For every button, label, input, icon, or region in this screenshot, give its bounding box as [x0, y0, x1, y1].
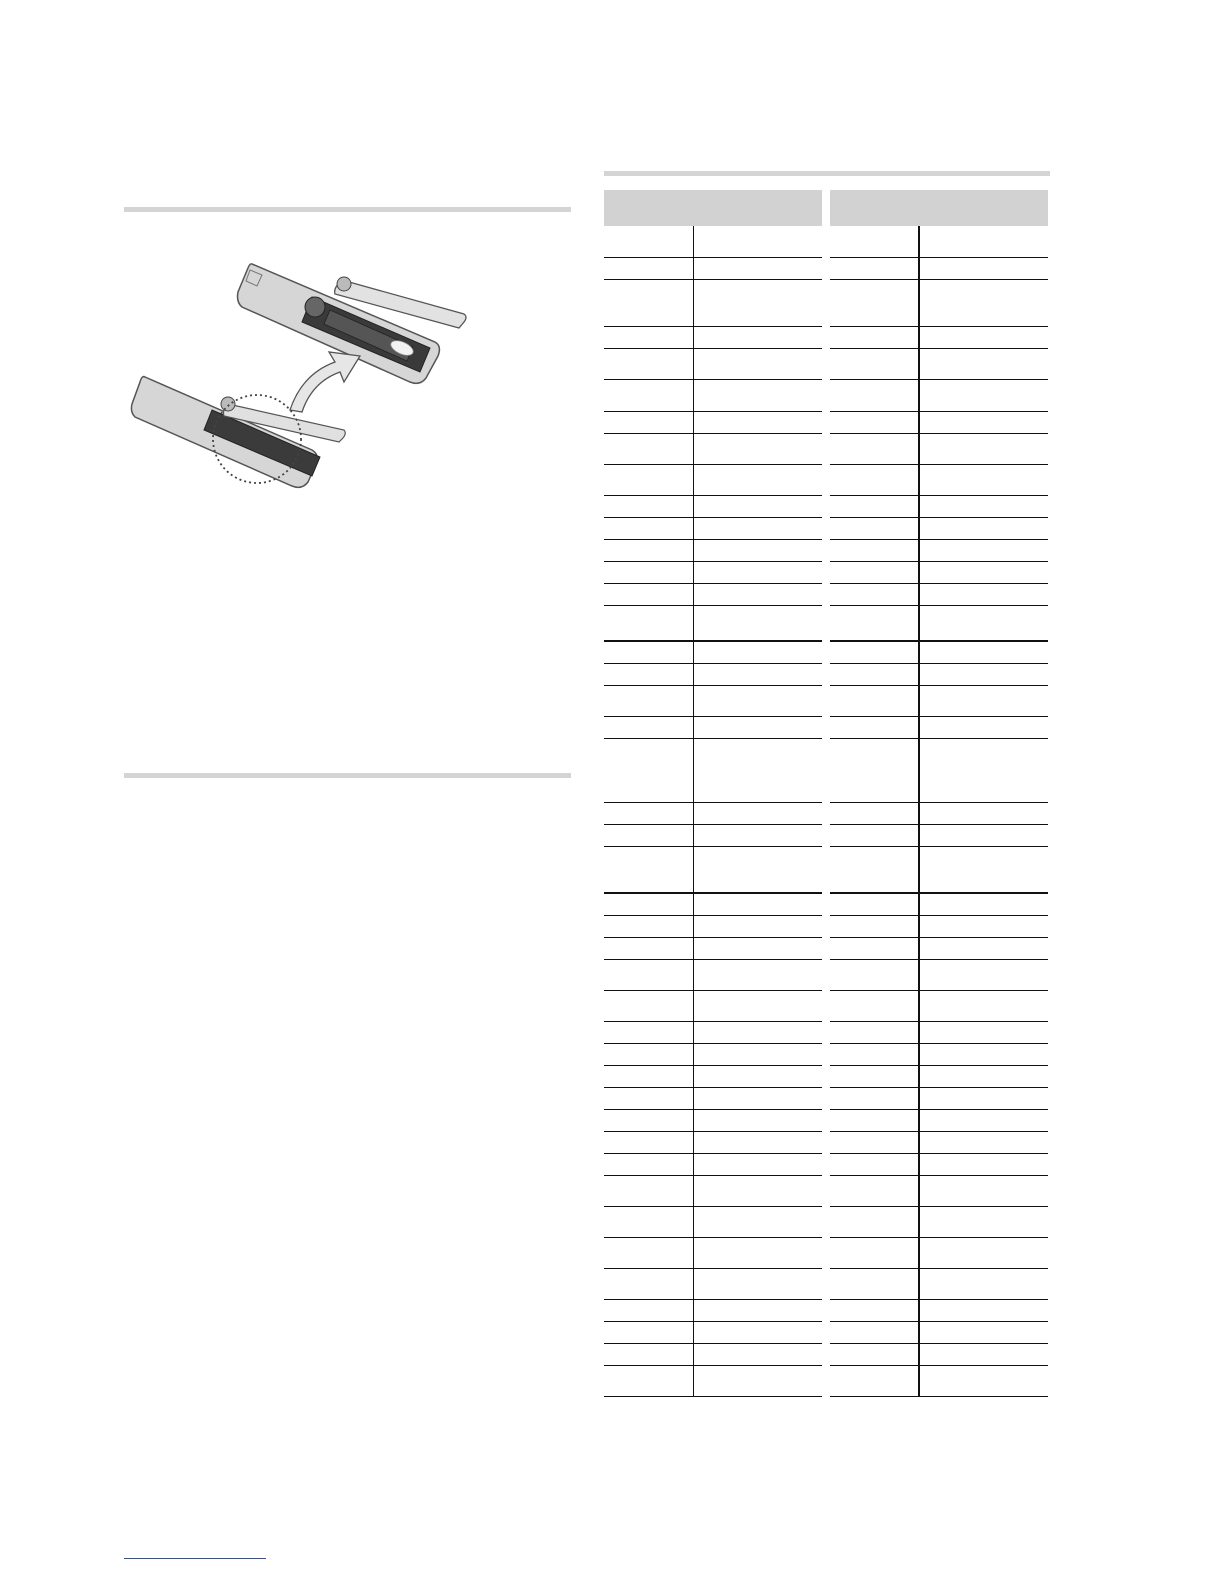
table-cell [693, 517, 822, 539]
table-cell [604, 1175, 693, 1206]
table-cell [604, 226, 693, 257]
table-section-divider [604, 171, 1050, 176]
table-cell [919, 1206, 1048, 1237]
table-row [830, 846, 1048, 893]
table-row [830, 893, 1048, 915]
table-cell [830, 1299, 919, 1321]
table-cell [830, 226, 919, 257]
table-header-row [604, 190, 822, 226]
table-cell [830, 1321, 919, 1343]
table-row [830, 1153, 1048, 1175]
table-cell [604, 1021, 693, 1043]
table-cell [830, 1109, 919, 1131]
header-cell [604, 190, 693, 226]
table-cell [919, 411, 1048, 433]
table-cell [830, 959, 919, 990]
table-cell [830, 1175, 919, 1206]
table-cell [604, 379, 693, 411]
table-row [604, 1299, 822, 1321]
table-row [604, 802, 822, 824]
table-cell [693, 915, 822, 937]
table-row [604, 1087, 822, 1109]
table-row [604, 1153, 822, 1175]
table-cell [693, 433, 822, 464]
table-row [604, 893, 822, 915]
table-row [830, 1131, 1048, 1153]
table-row [604, 641, 822, 663]
table-row [830, 326, 1048, 348]
table-cell [604, 539, 693, 561]
table-row [604, 1065, 822, 1087]
table-cell [830, 257, 919, 279]
table-cell [693, 464, 822, 495]
table-cell [830, 605, 919, 641]
header-cell [693, 190, 822, 226]
table-row [830, 824, 1048, 846]
table-cell [604, 433, 693, 464]
table-cell [693, 279, 822, 326]
table-row [830, 716, 1048, 738]
table-row [604, 915, 822, 937]
table-cell [693, 326, 822, 348]
table-row [604, 1131, 822, 1153]
table-row [604, 433, 822, 464]
arrow-up-icon [290, 352, 360, 412]
table-cell [693, 411, 822, 433]
table-row [830, 226, 1048, 257]
table-cell [830, 716, 919, 738]
table-cell [693, 1343, 822, 1365]
table-row [604, 539, 822, 561]
table-cell [830, 1021, 919, 1043]
table-cell [919, 937, 1048, 959]
table-row [604, 411, 822, 433]
table-row [830, 1065, 1048, 1087]
table-row [830, 464, 1048, 495]
table-cell [919, 1065, 1048, 1087]
table-cell [919, 1153, 1048, 1175]
table-row [604, 464, 822, 495]
table-row [830, 915, 1048, 937]
table-cell [830, 1087, 919, 1109]
table-row [604, 348, 822, 379]
table-cell [604, 348, 693, 379]
table-cell [919, 605, 1048, 641]
table-cell [693, 990, 822, 1021]
table-row [830, 1043, 1048, 1065]
table-cell [604, 738, 693, 802]
table-row [830, 1175, 1048, 1206]
table-row [830, 561, 1048, 583]
table-cell [693, 663, 822, 685]
table-cell [919, 1109, 1048, 1131]
table-cell [919, 959, 1048, 990]
table-cell [919, 495, 1048, 517]
table-cell [604, 279, 693, 326]
table-cell [693, 1299, 822, 1321]
table-row [604, 1321, 822, 1343]
table-cell [919, 561, 1048, 583]
table-cell [919, 716, 1048, 738]
table-cell [830, 802, 919, 824]
table-cell [919, 279, 1048, 326]
table-row [830, 379, 1048, 411]
table-cell [693, 348, 822, 379]
code-table-right [830, 190, 1048, 1397]
table-cell [604, 1087, 693, 1109]
table-cell [919, 379, 1048, 411]
table-cell [830, 915, 919, 937]
table-cell [693, 1268, 822, 1299]
table-row [830, 495, 1048, 517]
table-cell [919, 1131, 1048, 1153]
table-cell [693, 641, 822, 663]
table-cell [830, 1153, 919, 1175]
table-cell [830, 1268, 919, 1299]
table-cell [604, 1268, 693, 1299]
table-cell [604, 1299, 693, 1321]
table-cell [604, 495, 693, 517]
table-row [830, 539, 1048, 561]
table-cell [919, 1343, 1048, 1365]
table-cell [693, 1065, 822, 1087]
table-row [830, 1268, 1048, 1299]
table-cell [604, 937, 693, 959]
table-cell [830, 685, 919, 716]
table-cell [830, 1131, 919, 1153]
footer-link[interactable] [124, 1558, 266, 1559]
table-row [830, 1021, 1048, 1043]
table-row [830, 348, 1048, 379]
table-cell [830, 1065, 919, 1087]
table-cell [919, 738, 1048, 802]
table-cell [919, 1365, 1048, 1396]
table-cell [604, 1206, 693, 1237]
table-row [604, 1206, 822, 1237]
table-cell [604, 893, 693, 915]
table-row [604, 561, 822, 583]
table-cell [830, 583, 919, 605]
header-cell [919, 190, 1048, 226]
table-cell [693, 802, 822, 824]
table-cell [919, 915, 1048, 937]
table-cell [830, 1343, 919, 1365]
table-cell [919, 517, 1048, 539]
table-cell [693, 257, 822, 279]
table-cell [604, 990, 693, 1021]
table-cell [919, 1268, 1048, 1299]
table-row [604, 846, 822, 893]
table-cell [604, 1109, 693, 1131]
table-cell [830, 279, 919, 326]
table-cell [919, 464, 1048, 495]
table-row [830, 738, 1048, 802]
table-cell [693, 1321, 822, 1343]
table-cell [604, 1237, 693, 1268]
table-row [604, 1343, 822, 1365]
table-row [604, 716, 822, 738]
table-row [604, 326, 822, 348]
table-row [604, 738, 822, 802]
table-cell [919, 257, 1048, 279]
table-cell [604, 846, 693, 893]
table-cell [830, 495, 919, 517]
table-cell [604, 802, 693, 824]
table-row [604, 1109, 822, 1131]
table-cell [830, 937, 919, 959]
table-cell [830, 379, 919, 411]
table-row [830, 1343, 1048, 1365]
section-divider-middle [124, 773, 571, 778]
table-cell [830, 326, 919, 348]
table-row [604, 1268, 822, 1299]
table-cell [919, 1021, 1048, 1043]
table-cell [830, 1206, 919, 1237]
table-cell [919, 663, 1048, 685]
table-cell [604, 517, 693, 539]
table-cell [830, 1365, 919, 1396]
table-cell [693, 1109, 822, 1131]
table-cell [919, 1321, 1048, 1343]
table-row [604, 990, 822, 1021]
table-row [830, 517, 1048, 539]
table-cell [693, 1131, 822, 1153]
table-cell [693, 738, 822, 802]
table-cell [830, 433, 919, 464]
table-cell [604, 583, 693, 605]
table-row [830, 257, 1048, 279]
table-cell [693, 846, 822, 893]
table-cell [604, 915, 693, 937]
table-cell [693, 1021, 822, 1043]
table-cell [830, 824, 919, 846]
table-row [604, 824, 822, 846]
table-cell [919, 893, 1048, 915]
table-cell [693, 1043, 822, 1065]
table-row [830, 959, 1048, 990]
table-row [604, 959, 822, 990]
remote-battery-illustration [130, 252, 475, 497]
table-cell [604, 411, 693, 433]
table-cell [693, 583, 822, 605]
table-row [830, 1237, 1048, 1268]
table-row [604, 517, 822, 539]
table-row [830, 1299, 1048, 1321]
table-cell [693, 539, 822, 561]
remote-closed-icon [131, 377, 345, 488]
table-header-row [830, 190, 1048, 226]
table-row [830, 802, 1048, 824]
table-cell [830, 464, 919, 495]
table-cell [604, 959, 693, 990]
header-cell [830, 190, 919, 226]
table-row [830, 1321, 1048, 1343]
table-cell [604, 326, 693, 348]
table-row [604, 1175, 822, 1206]
section-divider-top [124, 207, 571, 212]
table-cell [830, 846, 919, 893]
table-cell [919, 641, 1048, 663]
table-cell [693, 1206, 822, 1237]
table-cell [693, 1087, 822, 1109]
table-cell [919, 1043, 1048, 1065]
table-row [830, 1087, 1048, 1109]
table-row [830, 990, 1048, 1021]
table-cell [604, 1131, 693, 1153]
table-cell [830, 1043, 919, 1065]
table-cell [604, 663, 693, 685]
table-row [604, 1365, 822, 1396]
table-row [604, 663, 822, 685]
table-cell [919, 802, 1048, 824]
table-row [830, 1109, 1048, 1131]
table-cell [693, 824, 822, 846]
table-cell [919, 990, 1048, 1021]
table-cell [604, 464, 693, 495]
table-cell [693, 561, 822, 583]
table-cell [693, 1153, 822, 1175]
table-cell [830, 738, 919, 802]
table-cell [830, 348, 919, 379]
code-table-left [604, 190, 822, 1397]
table-row [604, 685, 822, 716]
table-row [830, 641, 1048, 663]
table-cell [604, 561, 693, 583]
table-cell [604, 1321, 693, 1343]
table-row [604, 226, 822, 257]
table-cell [693, 379, 822, 411]
table-row [830, 1206, 1048, 1237]
table-cell [830, 663, 919, 685]
table-cell [919, 326, 1048, 348]
table-cell [604, 605, 693, 641]
table-cell [919, 1087, 1048, 1109]
table-cell [919, 824, 1048, 846]
table-row [830, 937, 1048, 959]
table-cell [830, 893, 919, 915]
table-row [604, 937, 822, 959]
table-row [830, 605, 1048, 641]
table-cell [604, 1365, 693, 1396]
table-cell [919, 583, 1048, 605]
table-cell [693, 893, 822, 915]
table-cell [604, 824, 693, 846]
table-row [604, 1021, 822, 1043]
table-cell [830, 641, 919, 663]
table-row [830, 583, 1048, 605]
table-cell [693, 1175, 822, 1206]
table-row [604, 279, 822, 326]
table-row [604, 1043, 822, 1065]
table-cell [830, 539, 919, 561]
table-cell [693, 937, 822, 959]
table-row [604, 257, 822, 279]
table-row [830, 685, 1048, 716]
table-cell [693, 1237, 822, 1268]
table-cell [919, 539, 1048, 561]
table-cell [830, 561, 919, 583]
table-cell [604, 1343, 693, 1365]
table-cell [604, 257, 693, 279]
table-cell [919, 226, 1048, 257]
table-cell [693, 959, 822, 990]
table-cell [830, 411, 919, 433]
table-cell [919, 348, 1048, 379]
table-row [604, 495, 822, 517]
table-row [830, 663, 1048, 685]
table-row [830, 279, 1048, 326]
table-cell [919, 1299, 1048, 1321]
table-cell [693, 716, 822, 738]
table-row [604, 379, 822, 411]
table-cell [604, 1065, 693, 1087]
table-cell [919, 685, 1048, 716]
table-row [830, 411, 1048, 433]
table-row [830, 433, 1048, 464]
table-cell [693, 605, 822, 641]
table-cell [604, 716, 693, 738]
table-cell [604, 685, 693, 716]
table-cell [830, 1237, 919, 1268]
table-row [604, 583, 822, 605]
table-cell [919, 846, 1048, 893]
table-cell [919, 1175, 1048, 1206]
table-cell [604, 1153, 693, 1175]
table-cell [830, 990, 919, 1021]
table-row [604, 1237, 822, 1268]
table-cell [693, 685, 822, 716]
table-cell [693, 226, 822, 257]
table-cell [919, 433, 1048, 464]
table-cell [919, 1237, 1048, 1268]
table-cell [830, 517, 919, 539]
table-cell [693, 1365, 822, 1396]
table-row [604, 605, 822, 641]
table-row [830, 1365, 1048, 1396]
table-cell [604, 641, 693, 663]
table-cell [693, 495, 822, 517]
table-cell [604, 1043, 693, 1065]
